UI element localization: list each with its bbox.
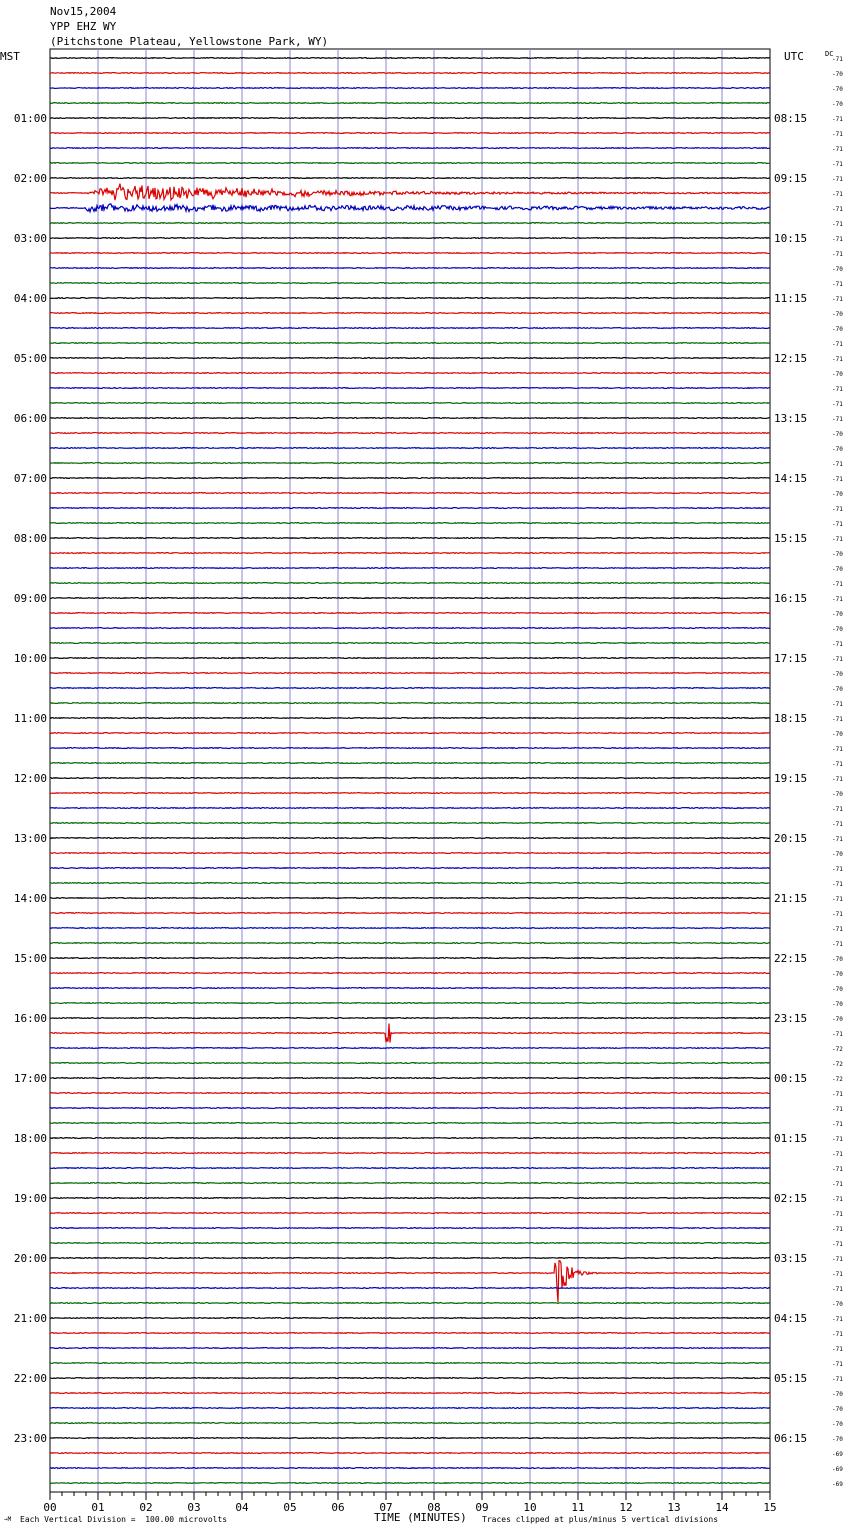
x-tick-label: 10 (523, 1501, 537, 1514)
trace-line (50, 913, 770, 914)
x-tick-label: 09 (475, 1501, 489, 1514)
station-location: (Pitchstone Plateau, Yellowstone Park, WY) (50, 35, 329, 48)
trace-line (50, 73, 770, 74)
trace-line (50, 283, 770, 284)
dc-offset-label: -70 (832, 491, 843, 498)
left-timezone-label: MST (0, 50, 20, 63)
trace-line (50, 553, 770, 554)
dc-offset-label: -70 (832, 1001, 843, 1008)
dc-offset-label: -71 (832, 356, 843, 363)
trace-line (50, 433, 770, 434)
trace-line (50, 178, 770, 179)
trace-line (50, 538, 770, 539)
right-hour-label: 14:15 (774, 472, 808, 485)
trace-line (50, 148, 770, 149)
corner-mark: →M (4, 1516, 12, 1523)
dc-offset-label: -71 (832, 656, 843, 663)
trace-line (50, 1333, 770, 1334)
trace-line (50, 688, 770, 689)
dc-offset-label: -71 (832, 251, 843, 258)
dc-offset-label: -70 (832, 446, 843, 453)
dc-offset-label: -71 (832, 1151, 843, 1158)
trace-line (50, 1183, 770, 1184)
plot-date: Nov15,2004 (50, 5, 117, 18)
dc-offset-label: -71 (832, 461, 843, 468)
right-hour-label: 01:15 (774, 1132, 808, 1145)
dc-offset-label: -69 (832, 1451, 843, 1458)
dc-offset-label: -72 (832, 1046, 843, 1053)
dc-offset-label: -71 (832, 596, 843, 603)
trace-line (50, 988, 770, 989)
trace-line (50, 778, 770, 779)
trace-line (50, 388, 770, 389)
x-axis-title: TIME (MINUTES) (374, 1511, 467, 1524)
dc-offset-label: -71 (832, 341, 843, 348)
trace-line (50, 838, 770, 839)
trace-line (50, 1063, 770, 1064)
dc-offset-label: -71 (832, 416, 843, 423)
trace-line (50, 598, 770, 599)
trace-line (50, 613, 770, 614)
dc-offset-label: -70 (832, 326, 843, 333)
trace-line (50, 1258, 770, 1259)
dc-offset-label: -70 (832, 731, 843, 738)
right-hour-label: 21:15 (774, 892, 808, 905)
dc-offset-label: -71 (832, 941, 843, 948)
dc-offset-label: -71 (832, 161, 843, 168)
right-hour-label: 09:15 (774, 172, 808, 185)
dc-offset-label: -71 (832, 926, 843, 933)
left-hour-label: 02:00 (13, 172, 47, 185)
left-hour-label: 17:00 (13, 1072, 47, 1085)
dc-offset-label: -71 (832, 56, 843, 63)
x-tick-label: 05 (283, 1501, 297, 1514)
trace-line (50, 1003, 770, 1004)
trace-line (50, 793, 770, 794)
trace-line (50, 1303, 770, 1304)
dc-offset-label: -71 (832, 896, 843, 903)
x-tick-label: 12 (619, 1501, 633, 1514)
trace-line (50, 448, 770, 449)
right-hour-label: 18:15 (774, 712, 808, 725)
trace-line (50, 973, 770, 974)
trace-line (50, 358, 770, 359)
left-hour-label: 11:00 (13, 712, 47, 725)
trace-line (50, 184, 770, 200)
dc-offset-label: -70 (832, 431, 843, 438)
dc-offset-label: -71 (832, 206, 843, 213)
dc-offset-label: -70 (832, 956, 843, 963)
dc-offset-title: DC (825, 50, 834, 58)
trace-line (50, 403, 770, 404)
right-hour-label: 05:15 (774, 1372, 808, 1385)
trace-line (50, 853, 770, 854)
dc-offset-label: -71 (832, 746, 843, 753)
trace-line (50, 1213, 770, 1214)
trace-line (50, 163, 770, 164)
left-hour-label: 05:00 (13, 352, 47, 365)
right-hour-label: 16:15 (774, 592, 808, 605)
left-hour-label: 09:00 (13, 592, 47, 605)
trace-line (50, 1363, 770, 1364)
trace-line (50, 1468, 770, 1469)
trace-line (50, 703, 770, 704)
dc-offset-label: -71 (832, 1031, 843, 1038)
trace-line (50, 1168, 770, 1169)
dc-offset-label: -71 (832, 1316, 843, 1323)
left-hour-label: 03:00 (13, 232, 47, 245)
x-tick-label: 06 (331, 1501, 345, 1514)
right-hour-label: 13:15 (774, 412, 808, 425)
dc-offset-label: -70 (832, 611, 843, 618)
dc-offset-label: -71 (832, 1241, 843, 1248)
dc-offset-label: -71 (832, 386, 843, 393)
left-hour-label: 13:00 (13, 832, 47, 845)
dc-offset-label: -71 (832, 761, 843, 768)
dc-offset-label: -72 (832, 1076, 843, 1083)
trace-line (50, 748, 770, 749)
right-hour-label: 10:15 (774, 232, 808, 245)
dc-offset-label: -70 (832, 71, 843, 78)
trace-line (50, 943, 770, 944)
dc-offset-label: -70 (832, 371, 843, 378)
trace-line (50, 1348, 770, 1349)
trace-line (50, 718, 770, 719)
trace-line (50, 508, 770, 509)
x-tick-label: 00 (43, 1501, 57, 1514)
trace-line (50, 1318, 770, 1319)
trace-line (50, 1261, 770, 1302)
dc-offset-label: -71 (832, 911, 843, 918)
trace-line (50, 1453, 770, 1454)
dc-offset-label: -70 (832, 311, 843, 318)
dc-offset-label: -71 (832, 701, 843, 708)
trace-line (50, 1108, 770, 1109)
trace-line (50, 763, 770, 764)
dc-offset-label: -70 (832, 671, 843, 678)
left-hour-label: 14:00 (13, 892, 47, 905)
right-hour-label: 17:15 (774, 652, 808, 665)
trace-line (50, 568, 770, 569)
dc-offset-label: -71 (832, 1136, 843, 1143)
trace-line (50, 253, 770, 254)
trace-line (50, 733, 770, 734)
dc-offset-label: -71 (832, 281, 843, 288)
dc-offset-label: -71 (832, 1091, 843, 1098)
left-hour-label: 21:00 (13, 1312, 47, 1325)
trace-line (50, 418, 770, 419)
dc-offset-label: -71 (832, 476, 843, 483)
left-hour-label: 18:00 (13, 1132, 47, 1145)
trace-line (50, 883, 770, 884)
right-hour-label: 11:15 (774, 292, 808, 305)
dc-offset-label: -70 (832, 626, 843, 633)
dc-offset-label: -72 (832, 1061, 843, 1068)
left-hour-label: 22:00 (13, 1372, 47, 1385)
dc-offset-label: -71 (832, 1196, 843, 1203)
trace-line (50, 823, 770, 824)
dc-offset-label: -71 (832, 641, 843, 648)
trace-line (50, 643, 770, 644)
trace-line (50, 868, 770, 869)
dc-offset-label: -70 (832, 101, 843, 108)
dc-offset-label: -71 (832, 776, 843, 783)
trace-line (50, 133, 770, 134)
trace-line (50, 204, 770, 212)
dc-offset-label: -70 (832, 986, 843, 993)
dc-offset-label: -71 (832, 296, 843, 303)
left-hour-label: 08:00 (13, 532, 47, 545)
trace-line (50, 298, 770, 299)
trace-line (50, 313, 770, 314)
x-tick-label: 07 (379, 1501, 393, 1514)
trace-line (50, 898, 770, 899)
left-hour-label: 06:00 (13, 412, 47, 425)
trace-line (50, 58, 770, 59)
right-hour-label: 08:15 (774, 112, 808, 125)
trace-line (50, 268, 770, 269)
trace-line (50, 1153, 770, 1154)
trace-line (50, 808, 770, 809)
trace-line (50, 118, 770, 119)
dc-offset-label: -71 (832, 821, 843, 828)
dc-offset-label: -71 (832, 1181, 843, 1188)
dc-offset-label: -70 (832, 1301, 843, 1308)
dc-offset-label: -69 (832, 1466, 843, 1473)
trace-line (50, 628, 770, 629)
dc-offset-label: -71 (832, 191, 843, 198)
dc-offset-label: -70 (832, 1016, 843, 1023)
dc-offset-label: -70 (832, 686, 843, 693)
dc-offset-label: -71 (832, 146, 843, 153)
trace-line (50, 103, 770, 104)
trace-line (50, 928, 770, 929)
dc-offset-label: -70 (832, 266, 843, 273)
right-hour-label: 19:15 (774, 772, 808, 785)
dc-offset-label: -70 (832, 971, 843, 978)
clip-note: Traces clipped at plus/minus 5 vertical divisions (482, 1515, 719, 1524)
trace-line (50, 958, 770, 959)
left-hour-label: 19:00 (13, 1192, 47, 1205)
trace-line (50, 1483, 770, 1484)
x-tick-label: 04 (235, 1501, 249, 1514)
dc-offset-label: -70 (832, 1406, 843, 1413)
trace-line (50, 523, 770, 524)
dc-offset-label: -71 (832, 116, 843, 123)
trace-line (50, 1078, 770, 1079)
trace-line (50, 1093, 770, 1094)
dc-offset-label: -71 (832, 521, 843, 528)
right-hour-label: 22:15 (774, 952, 808, 965)
dc-offset-label: -71 (832, 836, 843, 843)
trace-line (50, 238, 770, 239)
trace-line (50, 1228, 770, 1229)
dc-offset-label: -71 (832, 221, 843, 228)
dc-offset-label: -71 (832, 1226, 843, 1233)
right-hour-label: 02:15 (774, 1192, 808, 1205)
dc-offset-label: -71 (832, 401, 843, 408)
dc-offset-label: -71 (832, 236, 843, 243)
trace-line (50, 493, 770, 494)
right-hour-label: 00:15 (774, 1072, 808, 1085)
trace-line (50, 1288, 770, 1289)
dc-offset-label: -70 (832, 551, 843, 558)
trace-line (50, 463, 770, 464)
right-timezone-label: UTC (784, 50, 804, 63)
dc-offset-label: -70 (832, 1391, 843, 1398)
dc-offset-label: -71 (832, 581, 843, 588)
right-hour-label: 12:15 (774, 352, 808, 365)
dc-offset-label: -70 (832, 566, 843, 573)
x-tick-label: 01 (91, 1501, 105, 1514)
station-code: YPP EHZ WY (50, 20, 117, 33)
trace-line (50, 1438, 770, 1439)
dc-offset-label: -70 (832, 1421, 843, 1428)
trace-line (50, 1378, 770, 1379)
left-hour-label: 01:00 (13, 112, 47, 125)
trace-line (50, 1198, 770, 1199)
dc-offset-label: -70 (832, 1436, 843, 1443)
trace-line (50, 1243, 770, 1244)
dc-offset-label: -71 (832, 881, 843, 888)
dc-offset-label: -71 (832, 1271, 843, 1278)
dc-offset-label: -70 (832, 791, 843, 798)
right-hour-label: 03:15 (774, 1252, 808, 1265)
trace-line (50, 478, 770, 479)
dc-offset-label: -71 (832, 1346, 843, 1353)
dc-offset-label: -71 (832, 1121, 843, 1128)
dc-offset-label: -71 (832, 1376, 843, 1383)
right-hour-label: 20:15 (774, 832, 808, 845)
x-tick-label: 15 (763, 1501, 777, 1514)
trace-line (50, 373, 770, 374)
dc-offset-label: -71 (832, 176, 843, 183)
left-hour-label: 15:00 (13, 952, 47, 965)
dc-offset-label: -71 (832, 1361, 843, 1368)
left-hour-label: 10:00 (13, 652, 47, 665)
dc-offset-label: -71 (832, 536, 843, 543)
dc-offset-label: -71 (832, 806, 843, 813)
left-hour-label: 16:00 (13, 1012, 47, 1025)
trace-line (50, 328, 770, 329)
dc-offset-label: -71 (832, 131, 843, 138)
plot-frame (50, 49, 770, 1492)
x-tick-label: 08 (427, 1501, 441, 1514)
trace-line (50, 1393, 770, 1394)
x-tick-label: 13 (667, 1501, 681, 1514)
dc-offset-label: -70 (832, 851, 843, 858)
trace-line (50, 88, 770, 89)
trace-line (50, 1423, 770, 1424)
trace-line (50, 1018, 770, 1019)
x-tick-label: 02 (139, 1501, 153, 1514)
dc-offset-label: -71 (832, 1166, 843, 1173)
dc-offset-label: -71 (832, 1256, 843, 1263)
x-tick-label: 11 (571, 1501, 585, 1514)
dc-offset-label: -69 (832, 1481, 843, 1488)
dc-offset-label: -71 (832, 866, 843, 873)
trace-line (50, 1048, 770, 1049)
right-hour-label: 06:15 (774, 1432, 808, 1445)
right-hour-label: 23:15 (774, 1012, 808, 1025)
trace-line (50, 1123, 770, 1124)
trace-line (50, 583, 770, 584)
dc-offset-label: -71 (832, 506, 843, 513)
trace-line (50, 673, 770, 674)
left-hour-label: 04:00 (13, 292, 47, 305)
trace-line (50, 1024, 770, 1043)
trace-line (50, 658, 770, 659)
x-tick-label: 03 (187, 1501, 201, 1514)
left-hour-label: 12:00 (13, 772, 47, 785)
dc-offset-label: -71 (832, 1211, 843, 1218)
trace-line (50, 223, 770, 224)
left-hour-label: 07:00 (13, 472, 47, 485)
dc-offset-label: -71 (832, 1106, 843, 1113)
dc-offset-label: -71 (832, 716, 843, 723)
trace-line (50, 1138, 770, 1139)
x-tick-label: 14 (715, 1501, 729, 1514)
left-hour-label: 23:00 (13, 1432, 47, 1445)
scale-note: Each Vertical Division = 100.00 microvolts (20, 1515, 228, 1524)
dc-offset-label: -71 (832, 1331, 843, 1338)
left-hour-label: 20:00 (13, 1252, 47, 1265)
right-hour-label: 15:15 (774, 532, 808, 545)
dc-offset-label: -71 (832, 1286, 843, 1293)
right-hour-label: 04:15 (774, 1312, 808, 1325)
dc-offset-label: -70 (832, 86, 843, 93)
trace-line (50, 343, 770, 344)
trace-line (50, 1408, 770, 1409)
